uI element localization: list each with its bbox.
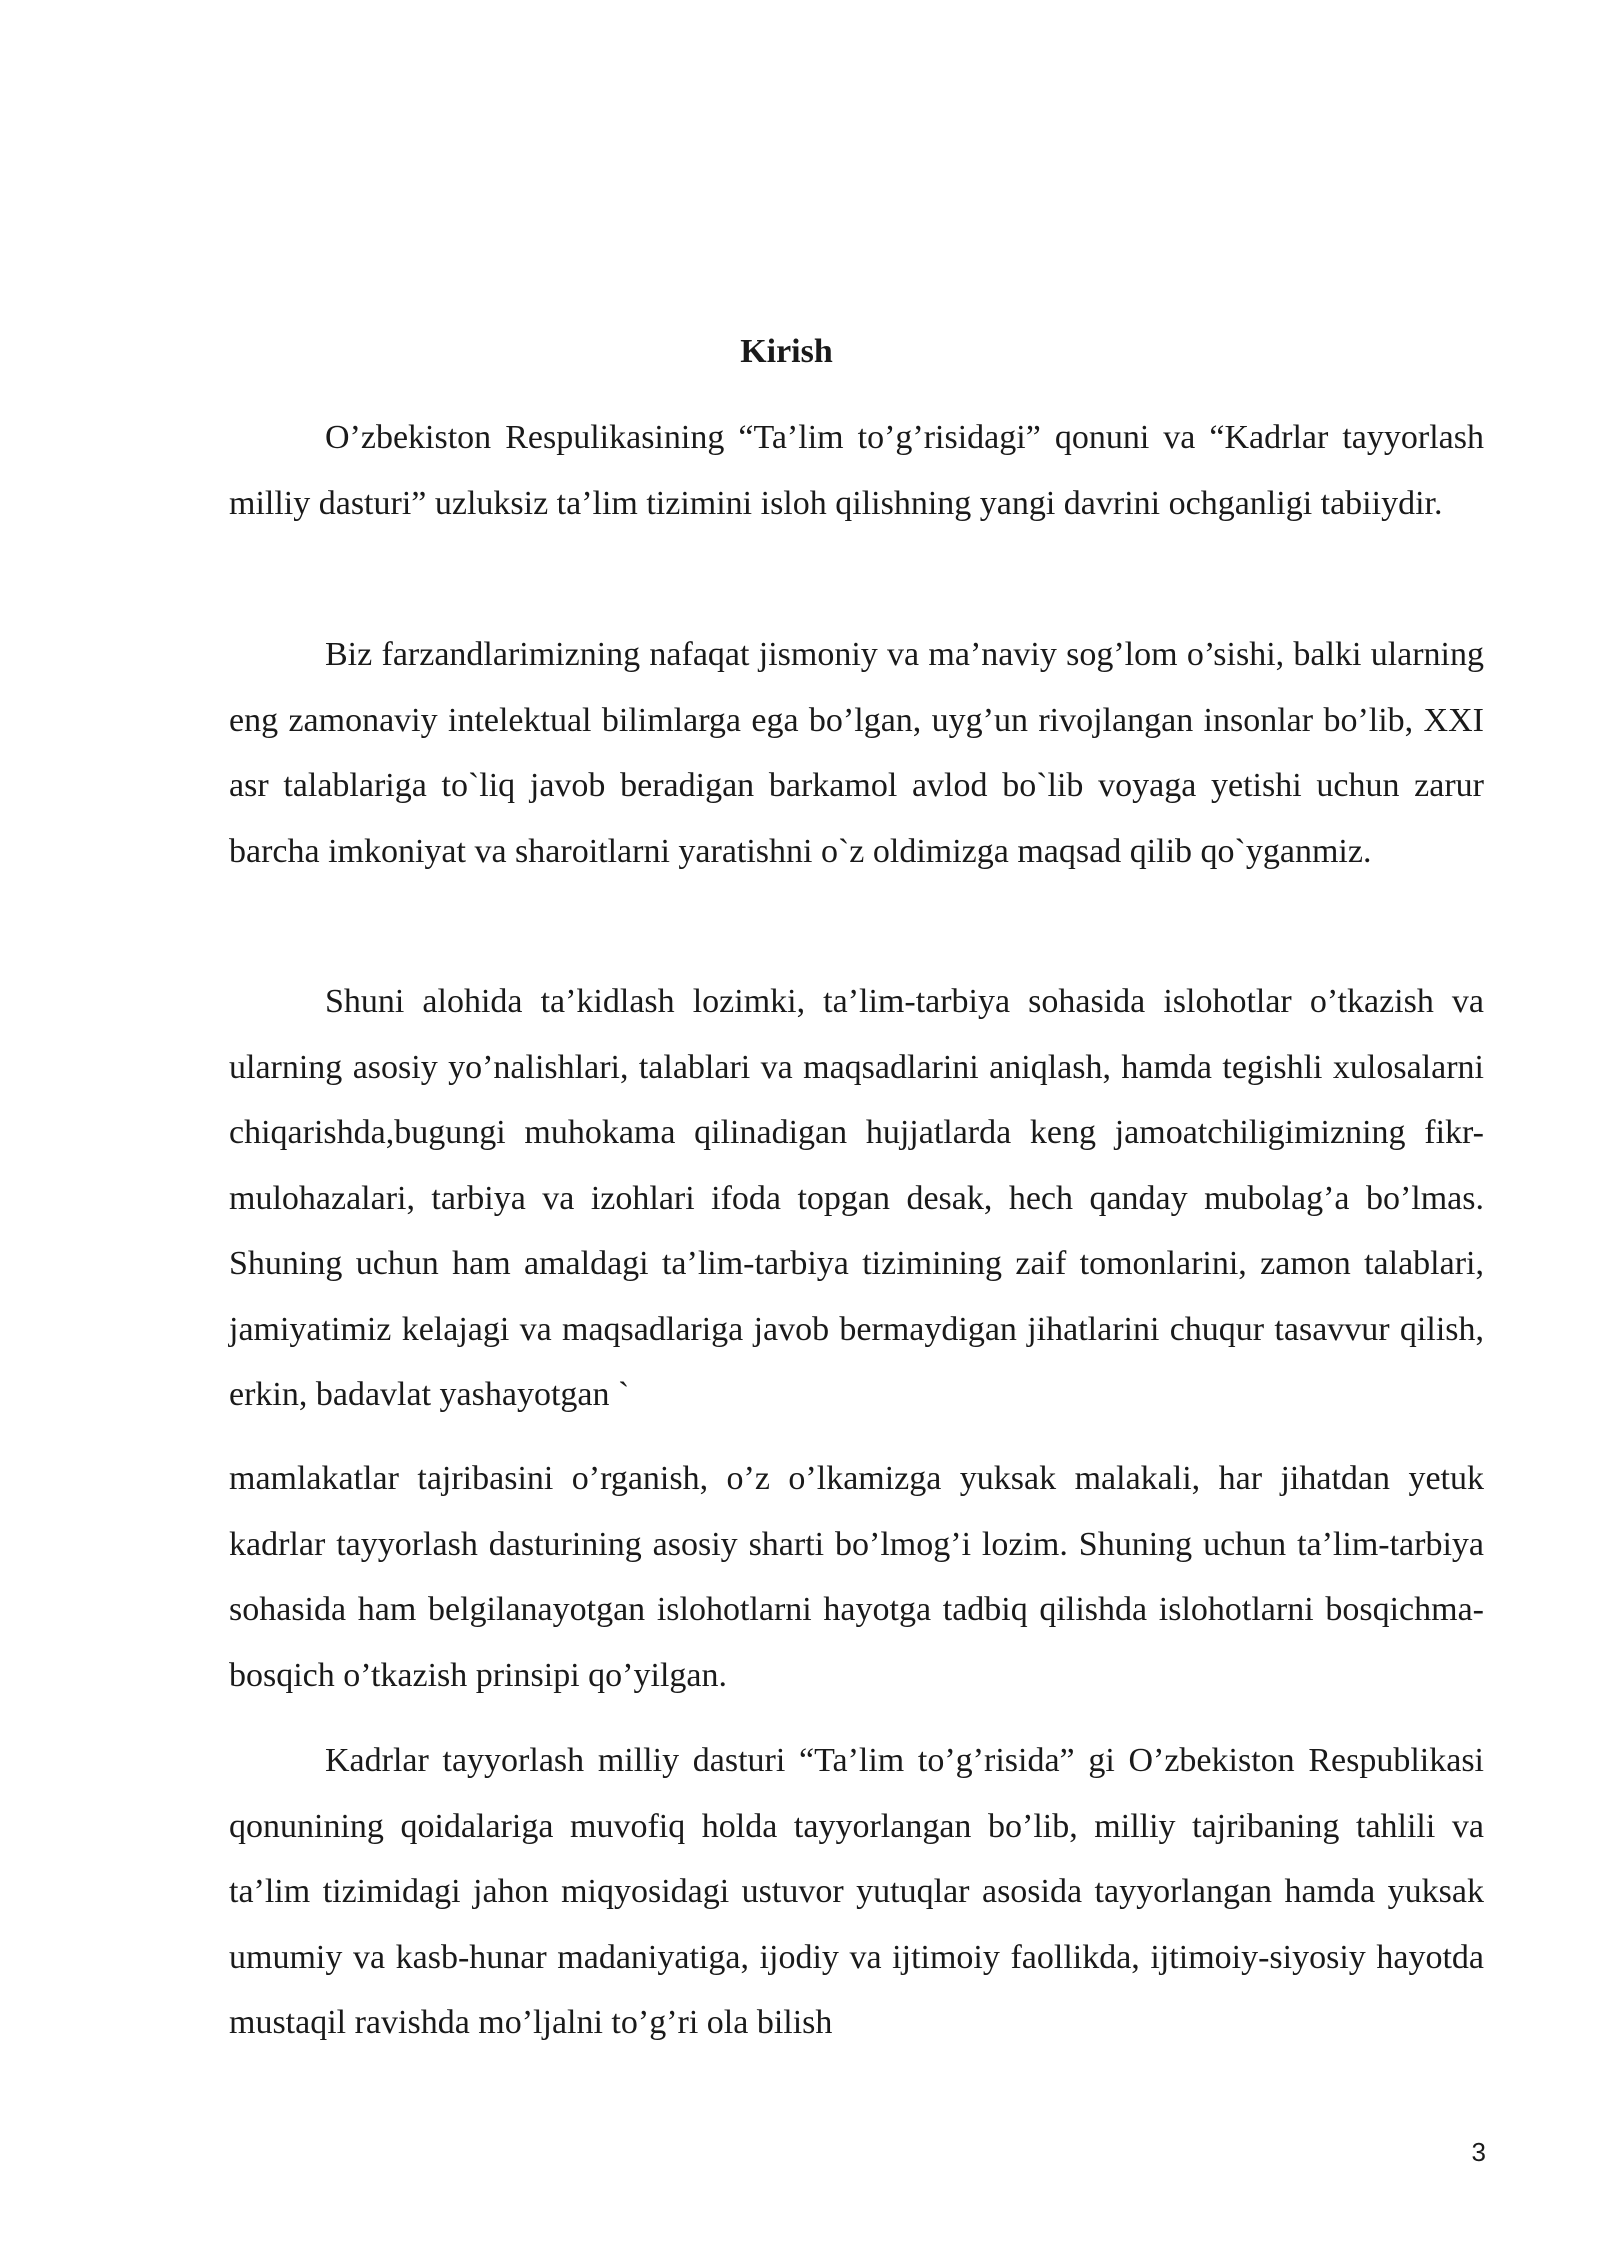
page-title: Kirish	[740, 333, 833, 370]
paragraph-5: Kadrlar tayyorlash milliy dasturi “Ta’lim to’g’risida” gi O’zbekiston Respublikasi qonunining qoidalariga muvofiq holda tayyorlangan bo’lib, milliy tajribaning tahlili va ta’lim tizimidagi jahon miqyosidagi ustuvor yutuqlar asosida tayyorlangan hamda yuksak umumiy va kasb-hunar madaniyatiga, ijodiy va ijtimoiy faollikda, ijtimoiy-siyosiy hayotda mustaqil ravishda mo’ljalni to’g’ri ola bilish	[229, 1742, 1484, 2041]
page-number: 3	[1471, 2137, 1486, 2167]
paragraph-2: Biz farzandlarimizning nafaqat jismoniy va ma’naviy sog’lom o’sishi, balki ularning eng zamonaviy intelektual bilimlarga ega bo’lgan, uyg’un rivojlangan insonlar bo’lib, XXI asr talablariga to`liq javob beradigan barkamol avlod bo`lib voyaga yetishi uchun zarur barcha imkoniyat va sharoitlarni yaratishni o`z oldimizga maqsad qilib qo`yganmiz.	[229, 636, 1484, 870]
paragraph-1: O’zbekiston Respulikasining “Ta’lim to’g’risidagi” qonuni va “Kadrlar tayyorlash milliy dasturi” uzluksiz ta’lim tizimini isloh qilishning yangi davrini ochganligi tabiiydir.	[229, 419, 1484, 522]
paragraph-4: mamlakatlar tajribasini o’rganish, o’z o’lkamizga yuksak malakali, har jihatdan yetuk kadrlar tayyorlash dasturining asosiy sharti bo’lmog’i lozim. Shuning uchun ta’lim-tarbiya sohasida ham belgilanayotgan islohotlarni hayotga tadbiq qilishda islohotlarni bosqichma- bosqich o’tkazish prinsipi qo’yilgan.	[229, 1460, 1484, 1694]
paragraph-3: Shuni alohida ta’kidlash lozimki, ta’lim-tarbiya sohasida islohotlar o’tkazish va ularning asosiy yo’nalishlari, talablari va maqsadlarini aniqlash, hamda tegishli xulosalarni chiqarishda,bugungi muhokama qilinadigan hujjatlarda keng jamoatchiligimizning fikr-mulohazalari, tarbiya va izohlari ifoda topgan desak, hech qanday mubolag’a bo’lmas. Shuning uchun ham amaldagi ta’lim-tarbiya tizimining zaif tomonlarini, zamon talablari, jamiyatimiz kelajagi va maqsadlariga javob bermaydigan jihatlarini chuqur tasavvur qilish, erkin, badavlat yashayotgan `	[229, 983, 1484, 1413]
